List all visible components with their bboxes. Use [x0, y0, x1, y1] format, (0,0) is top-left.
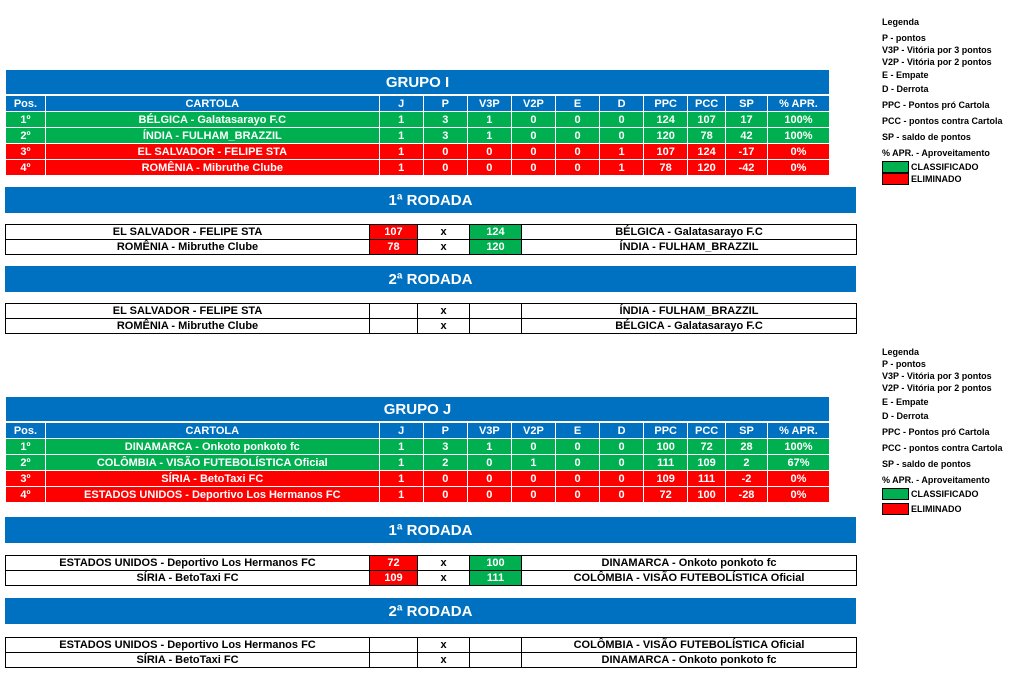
- apr-cell: 0%: [767, 487, 829, 503]
- col-j: J: [379, 96, 423, 112]
- col-e: E: [555, 96, 599, 112]
- v2p-cell: 0: [511, 471, 555, 487]
- col-v3p: V3P: [467, 423, 511, 439]
- legend-classified-label: CLASSIFICADO: [911, 489, 979, 499]
- col-cartola: CARTOLA: [45, 96, 379, 112]
- ppc-cell: 109: [644, 471, 688, 487]
- j-cell: 1: [379, 471, 423, 487]
- col-d: D: [600, 96, 644, 112]
- p-cell: 3: [423, 128, 467, 144]
- sp-cell: -28: [726, 487, 768, 503]
- sp-cell: 17: [726, 112, 768, 128]
- col-p: P: [423, 423, 467, 439]
- round-1-header: 1ª RODADA: [5, 187, 856, 213]
- col-v2p: V2P: [511, 96, 555, 112]
- col-j: J: [379, 423, 423, 439]
- col-apr: % APR.: [767, 96, 829, 112]
- team-cell: ROMÊNIA - Mibruthe Clube: [45, 160, 379, 176]
- group-title: GRUPO I: [5, 69, 830, 95]
- col-ppc: PPC: [644, 423, 688, 439]
- pos-cell: 1º: [6, 439, 46, 455]
- apr-cell: 0%: [767, 144, 829, 160]
- legend-eliminated-label: ELIMINADO: [911, 174, 962, 184]
- sp-cell: 42: [726, 128, 768, 144]
- v2p-cell: 0: [511, 487, 555, 503]
- pcc-cell: 78: [688, 128, 726, 144]
- col-apr: % APR.: [767, 423, 829, 439]
- p-cell: 2: [423, 455, 467, 471]
- home-score: [370, 653, 418, 668]
- v3p-cell: 1: [467, 128, 511, 144]
- legend-item: V3P - Vitória por 3 pontos: [882, 45, 992, 55]
- pos-cell: 3º: [6, 144, 46, 160]
- legend-eliminated-label: ELIMINADO: [911, 504, 962, 514]
- d-cell: 0: [600, 128, 644, 144]
- v3p-cell: 0: [467, 487, 511, 503]
- d-cell: 0: [600, 487, 644, 503]
- col-e: E: [555, 423, 599, 439]
- col-v2p: V2P: [511, 423, 555, 439]
- j-cell: 1: [379, 455, 423, 471]
- col-v3p: V3P: [467, 96, 511, 112]
- round-1-matches: [5, 555, 857, 586]
- standings-table: [5, 422, 830, 503]
- p-cell: 0: [423, 487, 467, 503]
- legend: [882, 346, 1022, 515]
- home-score: [370, 319, 418, 334]
- match-row: [6, 319, 857, 334]
- match-row: [6, 653, 857, 668]
- sp-cell: -42: [726, 160, 768, 176]
- col-ppc: PPC: [644, 96, 688, 112]
- round-1-matches: [5, 224, 857, 255]
- pcc-cell: 100: [688, 487, 726, 503]
- standings-table: [5, 95, 830, 176]
- legend-item: % APR. - Aproveitamento: [882, 475, 990, 485]
- sp-cell: 28: [726, 439, 768, 455]
- legend-item: SP - saldo de pontos: [882, 132, 971, 142]
- v3p-cell: 1: [467, 112, 511, 128]
- v3p-cell: 1: [467, 439, 511, 455]
- legend-title: Legenda: [882, 347, 920, 357]
- group-title: GRUPO J: [5, 396, 830, 422]
- match-row: [6, 240, 857, 255]
- team-cell: EL SALVADOR - FELIPE STA: [45, 144, 379, 160]
- pos-cell: 4º: [6, 160, 46, 176]
- home-team: SÍRIA - BetoTaxi FC: [6, 571, 370, 586]
- v3p-cell: 0: [467, 160, 511, 176]
- legend-eliminated: [882, 173, 1022, 185]
- legend-item: V2P - Vitória por 2 pontos: [882, 383, 992, 393]
- away-score: [470, 304, 522, 319]
- legend-item: E - Empate: [882, 70, 929, 80]
- v2p-cell: 0: [511, 128, 555, 144]
- col-d: D: [600, 423, 644, 439]
- pcc-cell: 111: [688, 471, 726, 487]
- col-pos: Pos.: [6, 423, 46, 439]
- match-row: [6, 638, 857, 653]
- table-row: [6, 455, 830, 471]
- v3p-cell: 0: [467, 144, 511, 160]
- away-score: 124: [470, 225, 522, 240]
- header-row: [6, 96, 830, 112]
- apr-cell: 100%: [767, 128, 829, 144]
- versus-label: x: [418, 225, 470, 240]
- p-cell: 0: [423, 144, 467, 160]
- e-cell: 0: [555, 144, 599, 160]
- home-team: ESTADOS UNIDOS - Deportivo Los Hermanos FC: [6, 556, 370, 571]
- home-score: 109: [370, 571, 418, 586]
- away-team: ÍNDIA - FULHAM_BRAZZIL: [522, 304, 857, 319]
- away-team: ÍNDIA - FULHAM_BRAZZIL: [522, 240, 857, 255]
- match-row: [6, 571, 857, 586]
- ppc-cell: 100: [644, 439, 688, 455]
- sp-cell: -17: [726, 144, 768, 160]
- legend-item: D - Derrota: [882, 84, 929, 94]
- home-team: ROMÊNIA - Mibruthe Clube: [6, 240, 370, 255]
- group-i-standings: [5, 69, 830, 176]
- v2p-cell: 1: [511, 455, 555, 471]
- header-row: [6, 423, 830, 439]
- col-pcc: PCC: [688, 423, 726, 439]
- match-row: [6, 225, 857, 240]
- group-j-standings: [5, 396, 830, 503]
- round-2-matches: [5, 303, 857, 334]
- v2p-cell: 0: [511, 160, 555, 176]
- red-swatch-icon: [882, 503, 909, 515]
- pos-cell: 4º: [6, 487, 46, 503]
- legend: [882, 16, 1022, 185]
- j-cell: 1: [379, 160, 423, 176]
- pos-cell: 1º: [6, 112, 46, 128]
- away-team: DINAMARCA - Onkoto ponkoto fc: [522, 653, 857, 668]
- home-score: [370, 638, 418, 653]
- ppc-cell: 72: [644, 487, 688, 503]
- away-score: [470, 653, 522, 668]
- legend-item: V2P - Vitória por 2 pontos: [882, 57, 992, 67]
- legend-item: PCC - pontos contra Cartola: [882, 116, 1003, 126]
- home-score: 72: [370, 556, 418, 571]
- j-cell: 1: [379, 439, 423, 455]
- table-row: [6, 128, 830, 144]
- away-score: 111: [470, 571, 522, 586]
- team-cell: ÍNDIA - FULHAM_BRAZZIL: [45, 128, 379, 144]
- team-cell: DINAMARCA - Onkoto ponkoto fc: [45, 439, 379, 455]
- pcc-cell: 120: [688, 160, 726, 176]
- e-cell: 0: [555, 112, 599, 128]
- team-cell: ESTADOS UNIDOS - Deportivo Los Hermanos FC: [45, 487, 379, 503]
- ppc-cell: 120: [644, 128, 688, 144]
- away-score: 100: [470, 556, 522, 571]
- d-cell: 0: [600, 112, 644, 128]
- p-cell: 3: [423, 439, 467, 455]
- away-team: COLÔMBIA - VISÃO FUTEBOLÍSTICA Oficial: [522, 571, 857, 586]
- ppc-cell: 124: [644, 112, 688, 128]
- versus-label: x: [418, 653, 470, 668]
- legend-item: PCC - pontos contra Cartola: [882, 443, 1003, 453]
- home-team: EL SALVADOR - FELIPE STA: [6, 225, 370, 240]
- match-row: [6, 556, 857, 571]
- d-cell: 0: [600, 455, 644, 471]
- d-cell: 0: [600, 439, 644, 455]
- col-pos: Pos.: [6, 96, 46, 112]
- legend-classified-label: CLASSIFICADO: [911, 162, 979, 172]
- table-row: [6, 439, 830, 455]
- match-row: [6, 304, 857, 319]
- team-cell: COLÔMBIA - VISÃO FUTEBOLÍSTICA Oficial: [45, 455, 379, 471]
- legend-item: PPC - Pontos pró Cartola: [882, 427, 990, 437]
- home-team: ROMÊNIA - Mibruthe Clube: [6, 319, 370, 334]
- away-team: BÉLGICA - Galatasarayo F.C: [522, 225, 857, 240]
- ppc-cell: 111: [644, 455, 688, 471]
- col-sp: SP: [726, 423, 768, 439]
- legend-item: P - pontos: [882, 33, 926, 43]
- legend-title: Legenda: [882, 17, 920, 27]
- apr-cell: 0%: [767, 471, 829, 487]
- v3p-cell: 0: [467, 471, 511, 487]
- p-cell: 0: [423, 160, 467, 176]
- sp-cell: -2: [726, 471, 768, 487]
- versus-label: x: [418, 556, 470, 571]
- versus-label: x: [418, 304, 470, 319]
- away-score: [470, 638, 522, 653]
- home-score: [370, 304, 418, 319]
- p-cell: 3: [423, 112, 467, 128]
- e-cell: 0: [555, 439, 599, 455]
- round-2-header: 2ª RODADA: [5, 598, 856, 624]
- home-team: SÍRIA - BetoTaxi FC: [6, 653, 370, 668]
- e-cell: 0: [555, 487, 599, 503]
- col-pcc: PCC: [688, 96, 726, 112]
- table-row: [6, 160, 830, 176]
- versus-label: x: [418, 638, 470, 653]
- apr-cell: 100%: [767, 112, 829, 128]
- green-swatch-icon: [882, 161, 909, 173]
- pcc-cell: 107: [688, 112, 726, 128]
- team-cell: BÉLGICA - Galatasarayo F.C: [45, 112, 379, 128]
- d-cell: 0: [600, 471, 644, 487]
- v2p-cell: 0: [511, 112, 555, 128]
- d-cell: 1: [600, 144, 644, 160]
- round-2-header: 2ª RODADA: [5, 266, 856, 292]
- pos-cell: 2º: [6, 455, 46, 471]
- round-2-matches: [5, 637, 857, 668]
- pos-cell: 2º: [6, 128, 46, 144]
- legend-item: SP - saldo de pontos: [882, 459, 971, 469]
- table-row: [6, 112, 830, 128]
- table-row: [6, 144, 830, 160]
- team-cell: SÍRIA - BetoTaxi FC: [45, 471, 379, 487]
- home-team: EL SALVADOR - FELIPE STA: [6, 304, 370, 319]
- v3p-cell: 0: [467, 455, 511, 471]
- table-row: [6, 471, 830, 487]
- away-team: COLÔMBIA - VISÃO FUTEBOLÍSTICA Oficial: [522, 638, 857, 653]
- j-cell: 1: [379, 112, 423, 128]
- away-score: 120: [470, 240, 522, 255]
- j-cell: 1: [379, 144, 423, 160]
- col-p: P: [423, 96, 467, 112]
- legend-classified: [882, 161, 1022, 173]
- legend-item: D - Derrota: [882, 411, 929, 421]
- apr-cell: 0%: [767, 160, 829, 176]
- home-score: 78: [370, 240, 418, 255]
- legend-classified: [882, 488, 1022, 500]
- legend-item: % APR. - Aproveitamento: [882, 148, 990, 158]
- versus-label: x: [418, 240, 470, 255]
- p-cell: 0: [423, 471, 467, 487]
- v2p-cell: 0: [511, 439, 555, 455]
- e-cell: 0: [555, 128, 599, 144]
- away-team: BÉLGICA - Galatasarayo F.C: [522, 319, 857, 334]
- legend-item: V3P - Vitória por 3 pontos: [882, 371, 992, 381]
- legend-item: PPC - Pontos pró Cartola: [882, 100, 990, 110]
- v2p-cell: 0: [511, 144, 555, 160]
- d-cell: 1: [600, 160, 644, 176]
- apr-cell: 67%: [767, 455, 829, 471]
- versus-label: x: [418, 319, 470, 334]
- j-cell: 1: [379, 128, 423, 144]
- legend-eliminated: [882, 503, 1022, 515]
- away-team: DINAMARCA - Onkoto ponkoto fc: [522, 556, 857, 571]
- table-row: [6, 487, 830, 503]
- pcc-cell: 72: [688, 439, 726, 455]
- apr-cell: 100%: [767, 439, 829, 455]
- pos-cell: 3º: [6, 471, 46, 487]
- j-cell: 1: [379, 487, 423, 503]
- e-cell: 0: [555, 455, 599, 471]
- legend-item: E - Empate: [882, 397, 929, 407]
- round-1-header: 1ª RODADA: [5, 517, 856, 543]
- ppc-cell: 107: [644, 144, 688, 160]
- e-cell: 0: [555, 471, 599, 487]
- versus-label: x: [418, 571, 470, 586]
- pcc-cell: 109: [688, 455, 726, 471]
- col-sp: SP: [726, 96, 768, 112]
- green-swatch-icon: [882, 488, 909, 500]
- away-score: [470, 319, 522, 334]
- col-cartola: CARTOLA: [45, 423, 379, 439]
- pcc-cell: 124: [688, 144, 726, 160]
- home-score: 107: [370, 225, 418, 240]
- home-team: ESTADOS UNIDOS - Deportivo Los Hermanos FC: [6, 638, 370, 653]
- ppc-cell: 78: [644, 160, 688, 176]
- red-swatch-icon: [882, 173, 909, 185]
- legend-item: P - pontos: [882, 359, 926, 369]
- sp-cell: 2: [726, 455, 768, 471]
- e-cell: 0: [555, 160, 599, 176]
